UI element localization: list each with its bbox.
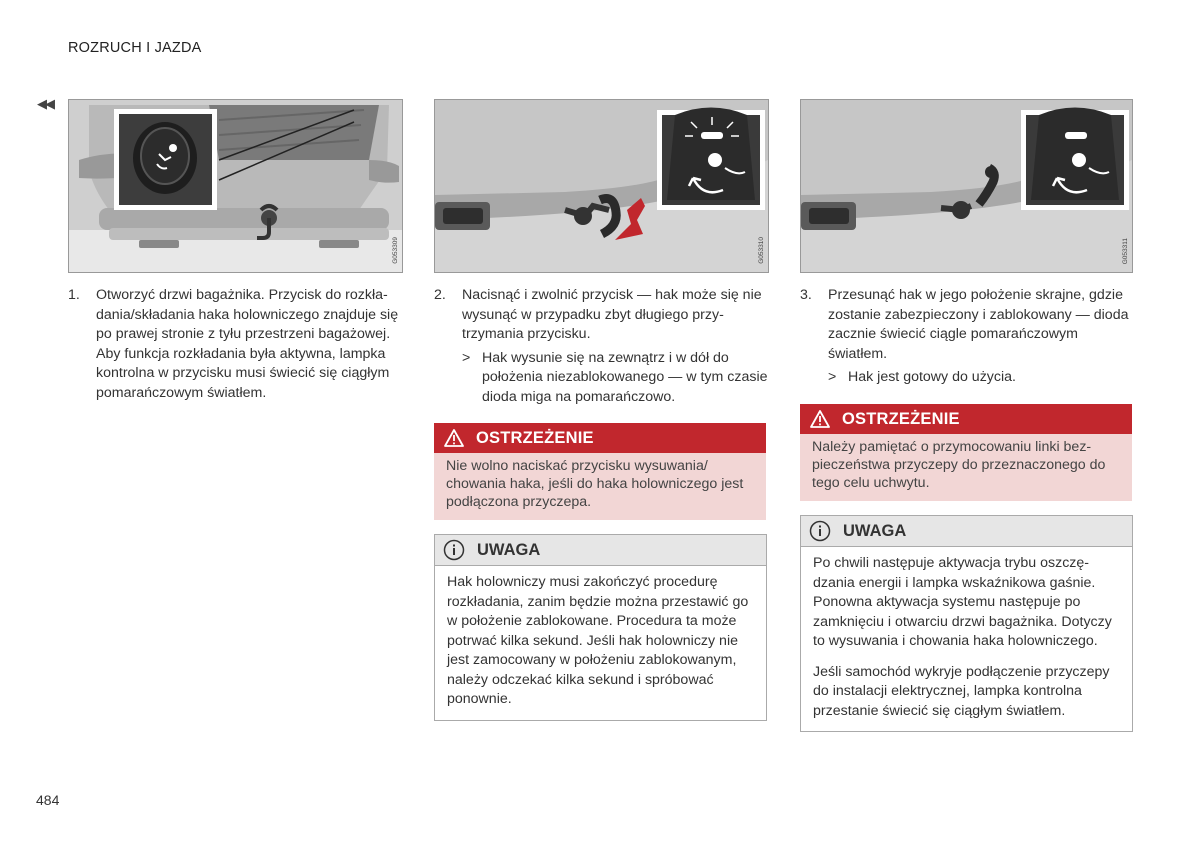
back-arrows-icon[interactable]: ◀◀ — [37, 96, 53, 111]
note-body — [801, 547, 1132, 731]
step-text: Przesunąć hak w jego położenie skrajne, gdzie zostanie zabezpieczony i zablokowany — dioda zacznie świecić ciągle pomarańczowym światłem. — [828, 287, 1129, 362]
result-text: Hak wysunie się na zewnątrz i w dół do położenia niezablokowanego — w tym czasie dioda miga na pomarańczowo. — [482, 349, 768, 405]
info-icon — [809, 520, 831, 542]
result-arrow: > — [828, 369, 837, 385]
step-2-result — [434, 349, 770, 408]
column-2 — [434, 286, 770, 407]
figure-code: G053310 — [758, 237, 765, 264]
towbar-deploying-illustration — [435, 100, 768, 272]
note-title: UWAGA — [477, 540, 541, 559]
note-box — [800, 515, 1133, 732]
warning-triangle-icon — [444, 429, 464, 447]
column-3 — [800, 286, 1136, 388]
result-arrow: > — [462, 349, 471, 366]
warning-box — [434, 423, 766, 520]
figure-code: G053311 — [1122, 237, 1129, 264]
note-box — [434, 534, 767, 721]
note-paragraph: Po chwili następuje aktywacja trybu oszczędzania energii i lampka wskaźnikowa gaśnie. Ponowna aktywacja systemu następuje po zamknięciu i otwarciu drzwi bagażnika. Dotyczy to wysuwania i chowania haka holowniczego. — [813, 555, 1112, 649]
section-header: ROZRUCH I JAZDA — [68, 40, 202, 56]
warning-text: Nie wolno naciskać przycisku wysuwania/ chowania haka, jeśli do haka holowniczego jest podłączona przyczepa. — [446, 458, 744, 510]
step-1 — [68, 286, 404, 403]
figure-hook-deploying — [434, 99, 769, 273]
info-icon — [443, 539, 465, 561]
step-3 — [800, 286, 1136, 364]
warning-header — [434, 423, 766, 453]
note-paragraph: Jeśli samochód wykryje podłączenie przyczepy do instalacji elektrycznej, lampka kontrolna przestanie świecić się ciągłym światłem. — [813, 663, 1110, 719]
note-header — [435, 535, 766, 566]
note-title: UWAGA — [843, 521, 907, 540]
note-header — [801, 516, 1132, 547]
page-number: 484 — [36, 792, 60, 808]
warning-triangle-icon — [810, 410, 830, 428]
car-rear-open-trunk-illustration — [69, 100, 402, 272]
warning-title: OSTRZEŻENIE — [842, 409, 960, 428]
step-number: 2. — [434, 287, 446, 303]
warning-text: Należy pamiętać o przymocowaniu linki bezpieczeństwa przyczepy do przeznaczonego do tego celu uchwytu. — [812, 439, 1106, 491]
warning-title: OSTRZEŻENIE — [476, 428, 594, 447]
step-2 — [434, 286, 770, 345]
step-number: 1. — [68, 287, 80, 303]
step-text: Nacisnąć i zwolnić przycisk — hak może się nie wysunąć w przypadku zbyt długiego przytrzymania przycisku. — [462, 287, 762, 342]
towbar-locked-illustration — [801, 100, 1132, 272]
figure-code: G053309 — [392, 237, 399, 264]
warning-box — [800, 404, 1132, 501]
figure-hook-locked — [800, 99, 1133, 273]
step-number: 3. — [800, 287, 812, 303]
result-text: Hak jest gotowy do użycia. — [848, 369, 1016, 385]
column-1 — [68, 286, 404, 403]
step-text: Otworzyć drzwi bagażnika. Przycisk do rozkładania/składania haka holowniczego znajduje się po prawej stronie z tyłu przestrzeni bagażowej. Aby funkcja rozkładania była aktywna, lampka kontrolna w przycisku musi świecić się ciągłym pomarańczowym światłem. — [96, 287, 399, 401]
note-body — [435, 566, 766, 720]
note-paragraph: Hak holowniczy musi zakończyć procedurę rozkładania, zanim będzie można przestawić go w położenie zablokowane. Procedura ta może potrwać kilka sekund. Jeśli hak holowniczy nie jest zamocowany w położeniu zablokowanym, należy odczekać kilka sekund i spróbować ponownie. — [447, 574, 749, 707]
step-3-result — [800, 368, 1136, 388]
figure-trunk-button — [68, 99, 403, 273]
warning-header — [800, 404, 1132, 434]
